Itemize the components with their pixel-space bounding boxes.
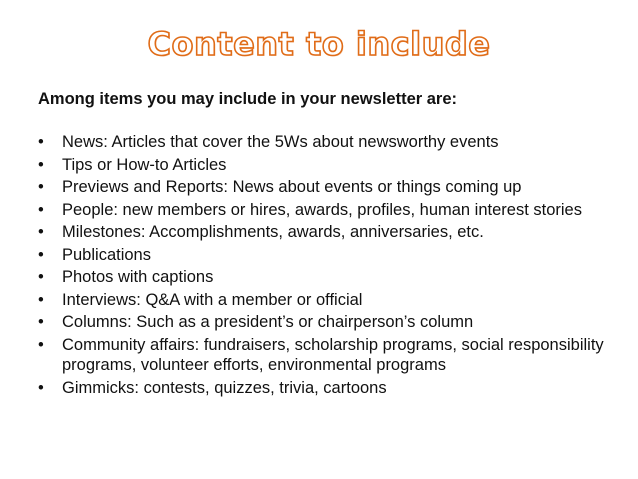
list-item-label: Publications [62, 245, 151, 264]
list-item-label: Previews and Reports: News about events or things coming up [62, 178, 522, 196]
bullet-icon: • [38, 133, 44, 151]
list-item [38, 155, 623, 176]
intro-text: Among items you may include in your newsletter are: [38, 90, 458, 108]
list-item [38, 312, 623, 333]
list-item-label: Tips or How-to Articles [62, 155, 227, 174]
list-item [38, 335, 623, 376]
list-item-label: Gimmicks: contests, quizzes, trivia, cartoons [62, 378, 387, 397]
list-item-label: Milestones: Accomplishments, awards, anniversaries, etc. [62, 223, 484, 241]
bullet-icon: • [38, 223, 44, 241]
bullet-icon: • [38, 335, 44, 354]
list-item [38, 222, 623, 243]
list-item [38, 177, 623, 198]
bullet-list [38, 132, 623, 400]
list-item-label: People: new members or hires, awards, profiles, human interest stories [62, 200, 582, 219]
list-item-label: Columns: Such as a president’s or chairperson’s column [62, 313, 474, 331]
bullet-icon: • [38, 155, 44, 174]
list-item-label: Photos with captions [62, 268, 214, 286]
bullet-icon: • [38, 178, 44, 196]
bullet-icon: • [38, 200, 44, 219]
list-item [38, 290, 623, 311]
slide-title: Content to include [147, 25, 491, 63]
bullet-icon: • [38, 313, 44, 331]
bullet-icon: • [38, 268, 44, 286]
list-item-label: Community affairs: fundraisers, scholarship programs, social responsibility programs, volunteer efforts, environmental programs [62, 335, 604, 374]
list-item [38, 267, 623, 288]
list-item [38, 200, 623, 221]
list-item [38, 132, 623, 153]
bullet-icon: • [38, 290, 44, 309]
bullet-icon: • [38, 245, 44, 264]
list-item [38, 378, 623, 399]
list-item-label: Interviews: Q&A with a member or official [62, 290, 363, 309]
list-item-label: News: Articles that cover the 5Ws about newsworthy events [62, 133, 499, 151]
bullet-icon: • [38, 378, 44, 397]
list-item [38, 245, 623, 266]
